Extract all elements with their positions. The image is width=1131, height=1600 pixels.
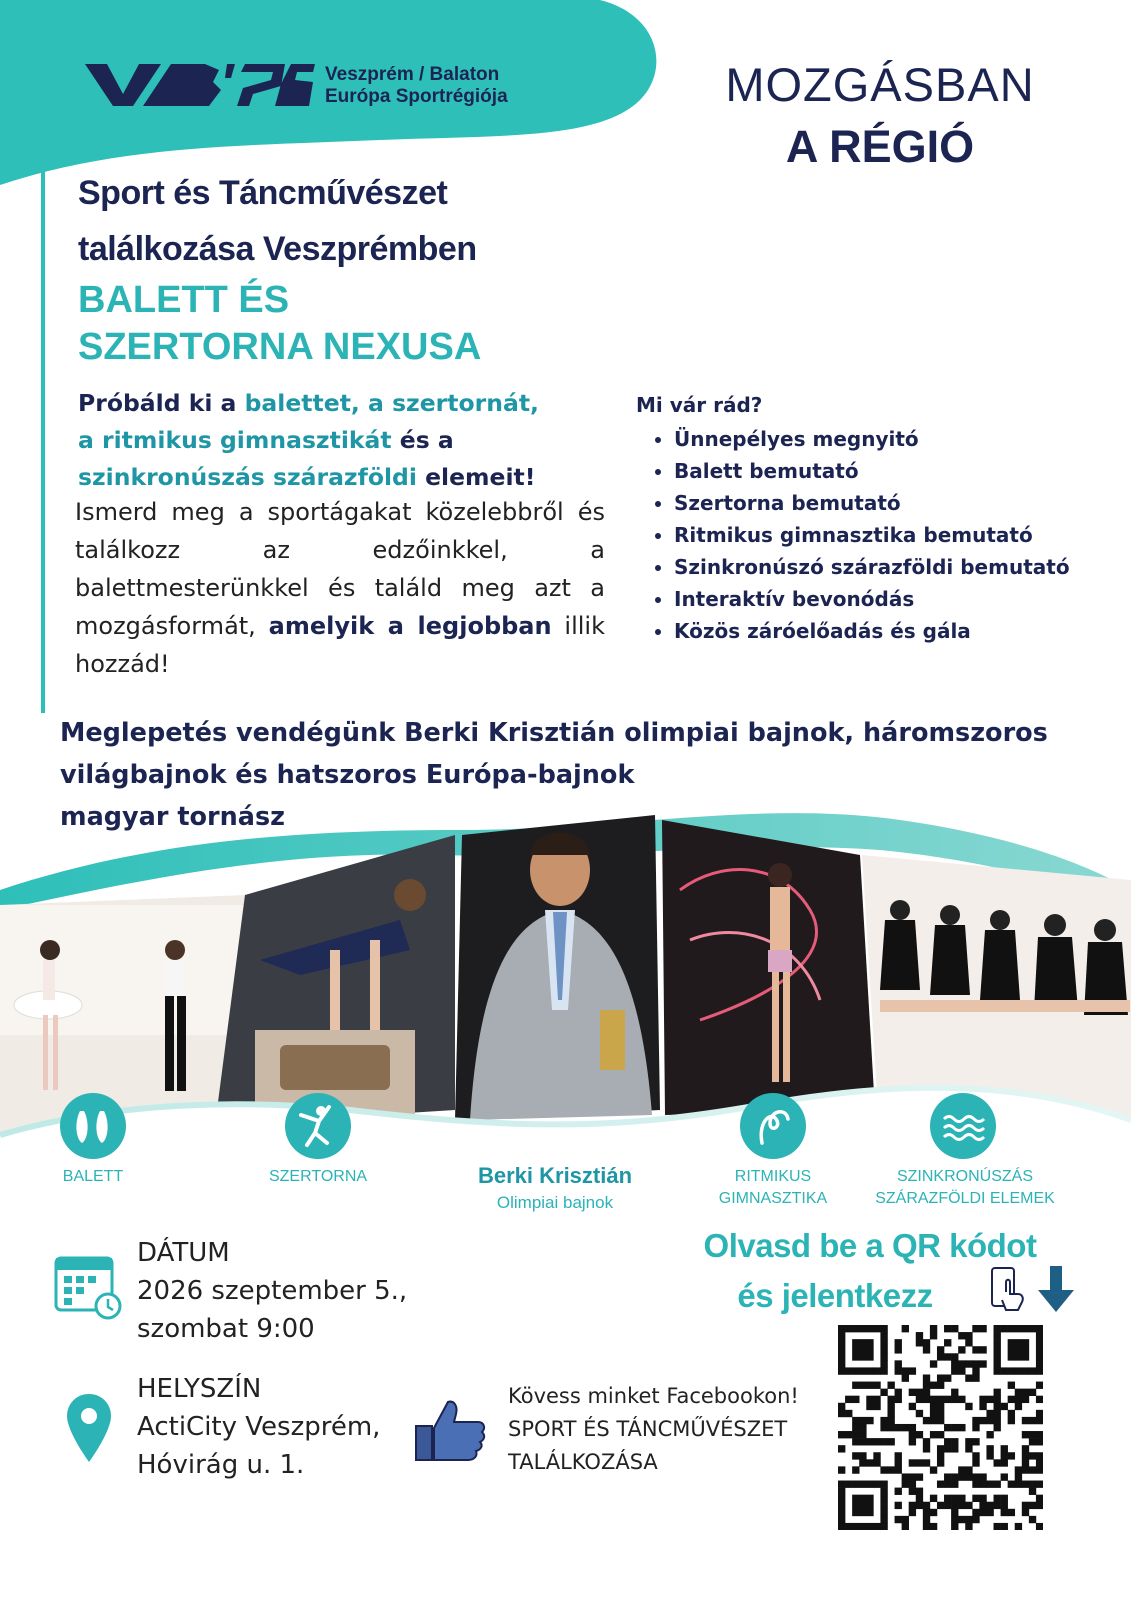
category-szertorna: SZERTORNA: [268, 1168, 368, 1185]
logo-text: [325, 64, 508, 108]
program-item: • Közös záróelőadás és gála: [674, 615, 1106, 647]
event-subtitle: [78, 277, 638, 371]
facebook-line1[interactable]: Kövess minket Facebookon!: [508, 1384, 799, 1408]
gymnast-photo: [215, 835, 455, 1125]
try-paragraph: [78, 385, 618, 496]
try-text1: Próbáld ki a: [78, 389, 245, 417]
event-title: [78, 165, 638, 277]
facebook-line2: SPORT ÉS TÁNCMŰVÉSZET: [508, 1417, 788, 1441]
qr-line2: és jelentkezz: [737, 1277, 933, 1314]
title-line2: találkozása Veszprémben: [78, 230, 477, 268]
facebook-block: [508, 1380, 799, 1479]
slogan-line2: A RÉGIÓ: [785, 121, 975, 172]
program-item: • Ünnepélyes megnyitó: [674, 423, 1106, 455]
guest-line1: Meglepetés vendégünk Berki Krisztián olimpiai bajnok, háromszoros: [60, 718, 1048, 748]
program-item: • Ritmikus gimnasztika bemutató: [674, 519, 1106, 551]
slogan: [715, 60, 1045, 172]
place-line1: ActiCity Veszprém,: [137, 1412, 381, 1442]
logo-line2: Európa Sportrégiója: [325, 86, 508, 107]
date-label: DÁTUM: [137, 1238, 230, 1268]
phone-tap-icon: [988, 1266, 1028, 1312]
intro-text1: Ismerd meg a sportágakat közelebbről és találkozz az edzőinkkel, a balettmesterünkkel és találd meg azt a mozgásformát,: [75, 498, 605, 640]
calendar-icon: [52, 1250, 124, 1322]
category-szinkron: [860, 1166, 1070, 1210]
qr-line1: Olvasd be a QR kódot: [703, 1227, 1037, 1264]
waves-icon: [930, 1093, 996, 1159]
try-highlight3: szinkronúszás szárazföldi: [78, 463, 417, 491]
category-ritmikus: [703, 1166, 843, 1210]
place-block: [137, 1370, 380, 1484]
arrow-down-icon: [1036, 1266, 1076, 1312]
subtitle-line2: SZERTORNA NEXUSA: [78, 326, 482, 368]
try-highlight2: a ritmikus gimnasztikát: [78, 426, 392, 454]
program-item: • Szertorna bemutató: [674, 487, 1106, 519]
guest-line3: magyar tornász: [60, 802, 285, 832]
berki-title: Olimpiai bajnok: [496, 1193, 614, 1212]
ribbon-icon: [740, 1093, 806, 1159]
ballet-shoes-icon: [60, 1093, 126, 1159]
location-pin-icon: [64, 1392, 114, 1464]
title-line1: Sport és Táncművészet: [78, 174, 448, 212]
place-line2: Hóvirág u. 1.: [137, 1450, 305, 1480]
intro-paragraph: [75, 493, 605, 683]
logo-line1: Veszprém / Balaton: [325, 64, 500, 85]
gymnast-figure-icon: [285, 1093, 351, 1159]
slogan-line1: MOZGÁSBAN: [725, 58, 1035, 111]
date-line2: szombat 9:00: [137, 1314, 315, 1344]
program-list: [636, 393, 1106, 647]
date-block: [137, 1234, 407, 1348]
program-item: • Interaktív bevonódás: [674, 583, 1106, 615]
place-label: HELYSZÍN: [137, 1374, 262, 1404]
ritmikus-line1: RITMIKUS: [734, 1168, 812, 1185]
berki-portrait-photo: [455, 815, 660, 1120]
registration-qr-code[interactable]: [838, 1325, 1043, 1530]
facebook-line3: TALÁLKOZÁSA: [508, 1450, 658, 1474]
date-line1: 2026 szeptember 5.,: [137, 1276, 408, 1306]
vertical-accent-line: [41, 168, 45, 713]
rhythmic-gymnast-photo: [662, 820, 875, 1115]
try-highlight1: balettet, a szertornát,: [244, 389, 539, 417]
intro-bold: amelyik a legjobban: [268, 612, 552, 640]
thumbs-up-icon: [414, 1398, 488, 1464]
program-title: Mi vár rád?: [636, 393, 763, 417]
guest-line2: világbajnok és hatszoros Európa-bajnok: [60, 760, 635, 790]
szinkron-line2: SZÁRAZFÖLDI ELEMEK: [875, 1190, 1055, 1207]
try-text3: elemeit!: [416, 463, 536, 491]
subtitle-line1: BALETT ÉS: [78, 279, 290, 321]
try-text2: és a: [391, 426, 454, 454]
szinkron-line1: SZINKRONÚSZÁS: [896, 1168, 1033, 1185]
intro-text3: illik hozzád!: [75, 612, 605, 678]
berki-name: Berki Krisztián: [477, 1163, 633, 1188]
vb26-logo-icon: [85, 64, 315, 106]
category-balett: BALETT: [62, 1168, 124, 1185]
program-item: • Balett bemutató: [674, 455, 1106, 487]
ritmikus-line2: GIMNASZTIKA: [718, 1190, 828, 1207]
program-item: • Szinkronúszó szárazföldi bemutató: [674, 551, 1106, 583]
